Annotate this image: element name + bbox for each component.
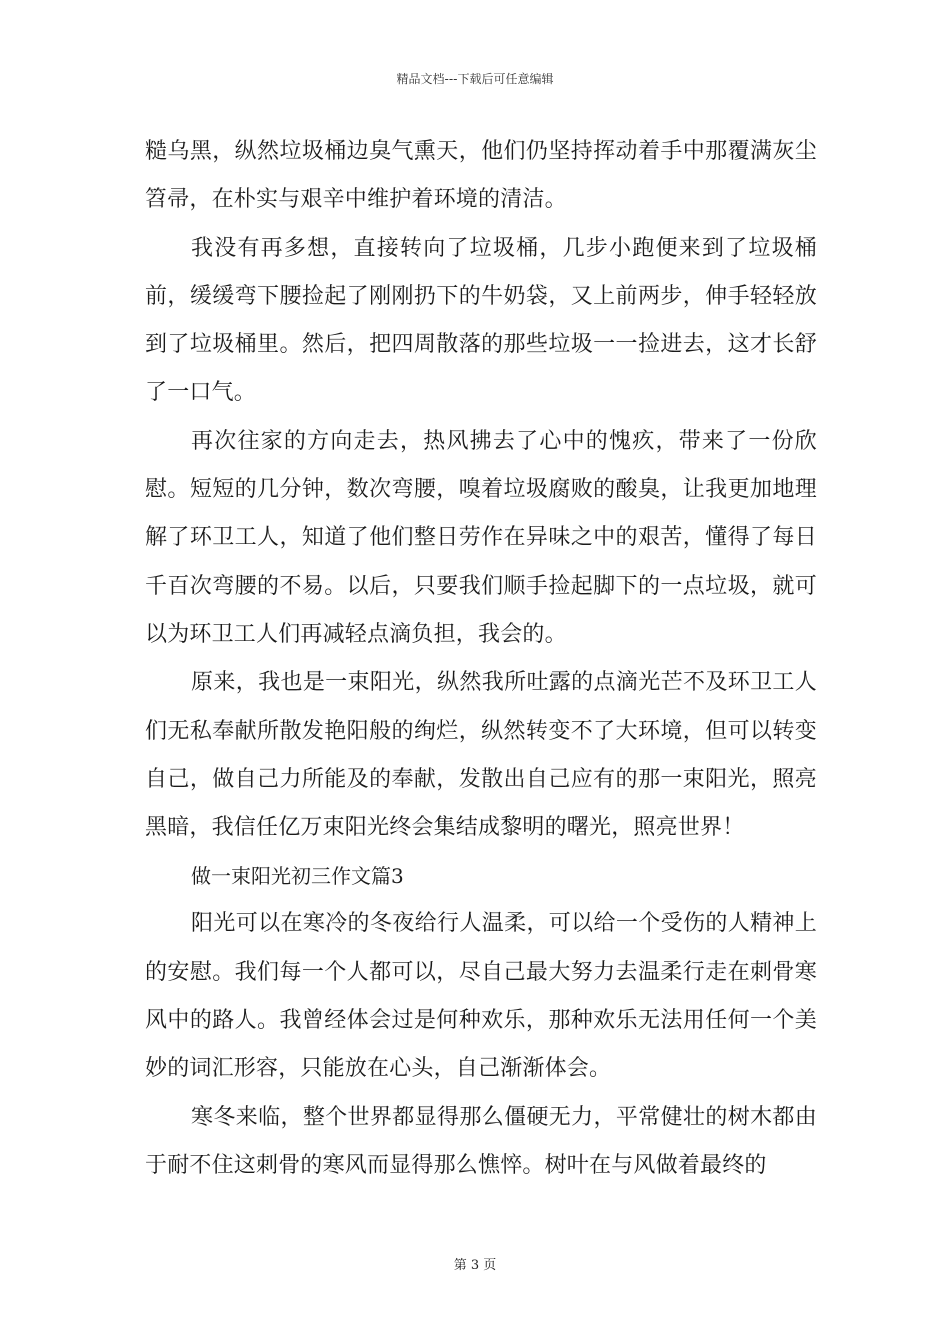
paragraph: 寒冬来临，整个世界都显得那么僵硬无力，平常健壮的树木都由于耐不住这刺骨的寒风而显得那么憔悴。树叶在与风做着最终的 bbox=[145, 1104, 817, 1178]
paragraph: 原来，我也是一束阳光，纵然我所吐露的点滴光芒不及环卫工人们无私奉献所散发艳阳般的绚烂，纵然转变不了大环境，但可以转变自己，做自己力所能及的奉献，发散出自己应有的那一束阳光，照亮黑暗，我信任亿万束阳光终会集结成黎明的曙光，照亮世界！ bbox=[145, 670, 817, 841]
page-number: 第 3 页 bbox=[453, 1258, 497, 1273]
paragraph: 我没有再多想，直接转向了垃圾桶，几步小跑便来到了垃圾桶前，缓缓弯下腰捡起了刚刚扔下的牛奶袋，又上前两步，伸手轻轻放到了垃圾桶里。然后，把四周散落的那些垃圾一一捡进去，这才长舒了一口气。 bbox=[145, 235, 817, 406]
paragraph: 再次往家的方向走去，热风拂去了心中的愧疚，带来了一份欣慰。短短的几分钟，数次弯腰，嗅着垃圾腐败的酸臭，让我更加地理解了环卫工人，知道了他们整日劳作在异味之中的艰苦，懂得了每日千百次弯腰的不易。以后，只要我们顺手捡起脚下的一点垃圾，就可以为环卫工人们再减轻点滴负担，我会的。 bbox=[145, 428, 817, 647]
section-title: 做一束阳光初三作文篇3 bbox=[191, 864, 404, 889]
page-header: 精品文档---下载后可任意编辑 bbox=[396, 72, 554, 86]
paragraph-continuation: 糙乌黑，纵然垃圾桶边臭气熏天，他们仍坚持挥动着手中那覆满灰尘笤帚，在朴实与艰辛中维护着环境的清洁。 bbox=[145, 139, 817, 213]
paragraph: 阳光可以在寒冷的冬夜给行人温柔，可以给一个受伤的人精神上的安慰。我们每一个人都可以，尽自己最大努力去温柔行走在刺骨寒风中的路人。我曾经体会过是何种欢乐，那种欢乐无法用任何一个美妙的词汇形容，只能放在心头，自己渐渐体会。 bbox=[145, 911, 817, 1082]
document-body bbox=[145, 128, 817, 1190]
